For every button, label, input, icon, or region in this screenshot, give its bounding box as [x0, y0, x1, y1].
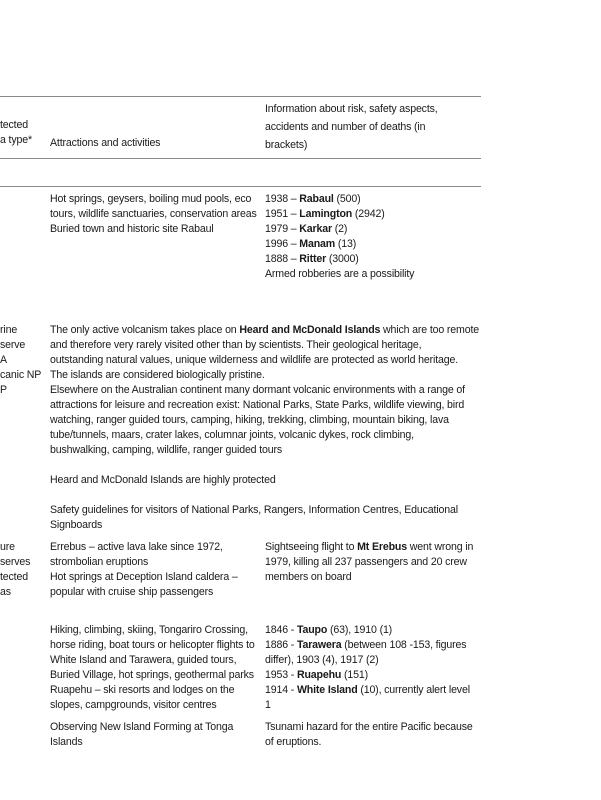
header-bottom-rule: [0, 158, 481, 159]
section-rule: [0, 186, 481, 187]
header-risk-info: Information about risk, safety aspects, accidents and number of deaths (in brackets): [265, 103, 438, 151]
tonga-attractions: Observing New Island Forming at Tonga Islands: [50, 721, 234, 748]
antarctica-attractions: Errebus – active lava lake since 1972, strombolian eruptions Hot springs at Deception Island caldera – popular with cruise ship passengers: [50, 541, 238, 598]
nz-risks: [265, 623, 470, 713]
australia-description: The only active volcanism takes place on Heard and McDonald Islands which are too remote and therefore very rarely visited other than by scientists. Their geological heritage, outstanding natural values, unique wilderness and wildlife are protected as world heritage. The islands are considered biologically pristine. Elsewhere on the Australian continent many dormant volcanic environments with a range of attractions for leisure and recreation exist: National Parks, State Parks, wildlife viewing, bird watching, ranger guided tours, camping, hiking, trekking, climbing, mountain biking, lava tube/tunnels, maars, crater lakes, columnar joints, volcanic dykes, rock climbing, bushwalking, camping, wildlife, ranger guided tours: [50, 324, 479, 456]
risk-entry: 1: [265, 699, 271, 711]
risk-entry: 1938 – Rabaul (500): [265, 193, 361, 205]
australia-protected-note: Heard and McDonald Islands are highly protected: [50, 474, 276, 486]
australia-safety-guidelines: Safety guidelines for visitors of National Parks, Rangers, Information Centres, Educational Signboards: [50, 504, 458, 531]
header-protected-area-type: tected a type*: [0, 119, 32, 146]
header-attractions: Attractions and activities: [50, 137, 161, 149]
risk-entry: 1996 – Manam (13): [265, 238, 357, 250]
australia-protected-type: rine serve A canic NP P: [0, 324, 42, 396]
risk-entry: 1886 - Tarawera (between 108 -153, figures: [265, 639, 467, 651]
antarctica-protected-type: ure serves tected as: [0, 541, 31, 598]
risk-entry: 1888 – Ritter (3000): [265, 253, 359, 265]
tonga-risks: Tsunami hazard for the entire Pacific because of eruptions.: [265, 721, 473, 748]
png-attractions: Hot springs, geysers, boiling mud pools, eco tours, wildlife sanctuaries, conservation areas Buried town and historic site Rabaul: [50, 193, 257, 235]
table-top-rule: [0, 96, 481, 97]
risk-entry: 1979 – Karkar (2): [265, 223, 348, 235]
risk-entry: 1914 - White Island (10), currently alert level: [265, 684, 470, 696]
risk-entry: differ), 1903 (4), 1917 (2): [265, 654, 379, 666]
risk-entry: Armed robberies are a possibility: [265, 268, 415, 280]
risk-entry: 1846 - Taupo (63), 1910 (1): [265, 624, 393, 636]
png-risks: [265, 192, 414, 282]
nz-attractions: Hiking, climbing, skiing, Tongariro Crossing, horse riding, boat tours or helicopter flights to White Island and Tarawera, guided tours, Buried Village, hot springs, geothermal parks Ruapehu – ski resorts and lodges on the slopes, campgrounds, visitor centres: [50, 624, 255, 711]
risk-entry: 1951 – Lamington (2942): [265, 208, 385, 220]
antarctica-risks: Sightseeing flight to Mt Erebus went wrong in 1979, killing all 237 passengers and 20 crew members on board: [265, 541, 474, 583]
risk-entry: 1953 - Ruapehu (151): [265, 669, 368, 681]
